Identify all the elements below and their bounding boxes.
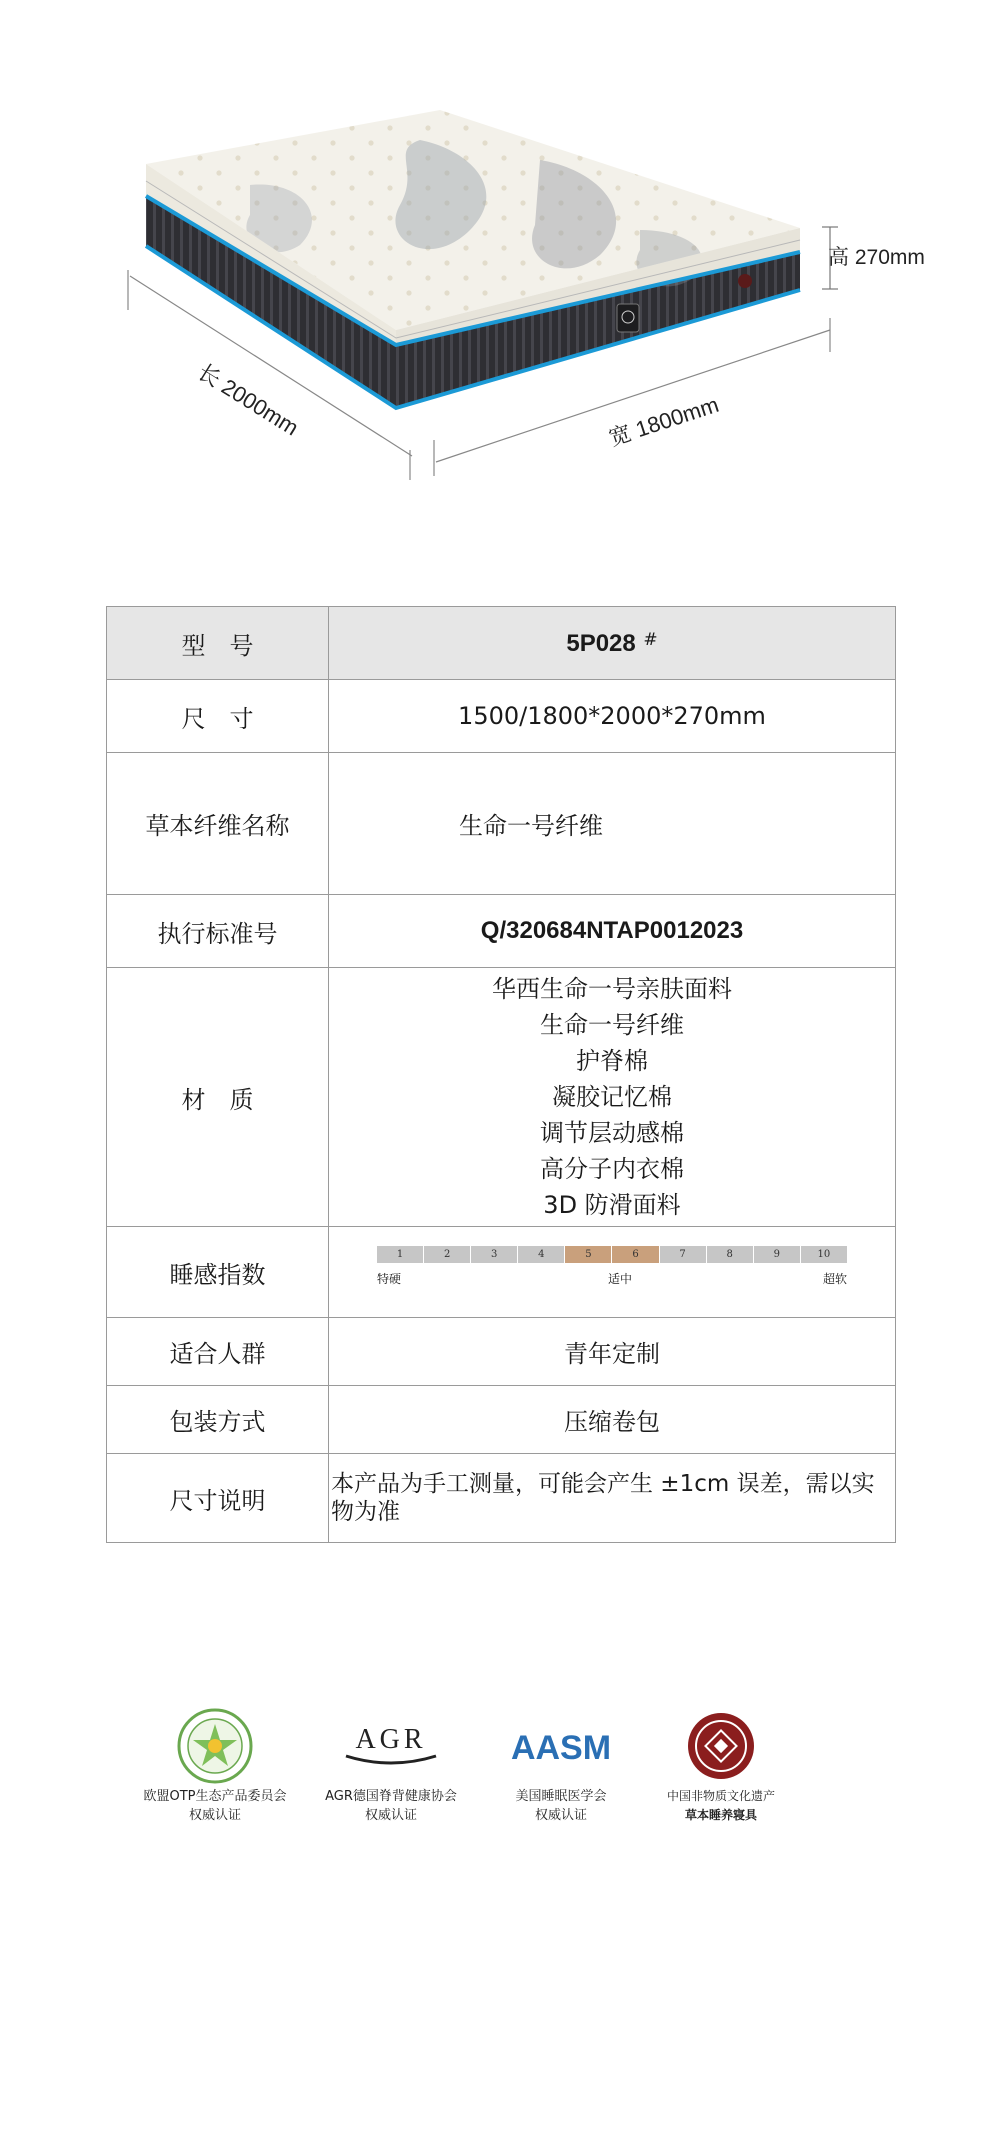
model-value: 5P028: [566, 629, 636, 657]
cert-otp-line2: 权威认证: [188, 1808, 241, 1823]
firmness-cell-2: 2: [424, 1246, 471, 1263]
note-value: 本产品为手工测量，可能会产生 ±1cm 误差，需以实物为准: [329, 1454, 896, 1543]
note-label: 尺寸说明: [107, 1454, 329, 1543]
height-label: 高 270mm: [828, 246, 925, 269]
firmness-cell-10: 10: [801, 1246, 847, 1263]
cert-heritage-line1: 中国非物质文化遗产: [666, 1789, 775, 1803]
material-item: 生命一号纤维: [540, 1011, 684, 1039]
aasm-logo-icon: [506, 1721, 616, 1771]
spec-row-pack: [107, 1386, 896, 1454]
firmness-label: 睡感指数: [107, 1227, 329, 1318]
material-item: 华西生命一号亲肤面料: [492, 975, 732, 1003]
model-suffix: #: [643, 629, 658, 650]
length-label: 长 2000mm: [193, 359, 304, 441]
otp-eco-seal-icon: [177, 1708, 253, 1784]
firmness-cell-7: 7: [660, 1246, 707, 1263]
model-label: 型 号: [107, 607, 329, 680]
pack-value: 压缩卷包: [329, 1386, 896, 1454]
spec-row-crowd: [107, 1318, 896, 1386]
firmness-mid-label: 适中: [608, 1272, 633, 1286]
cert-otp: [130, 1705, 300, 1825]
agr-logo-icon: [336, 1716, 446, 1776]
model-value-cell: [329, 607, 896, 680]
heritage-seal-icon: [686, 1711, 756, 1781]
firmness-cell-4: 4: [518, 1246, 565, 1263]
fiber-value-cell: [329, 753, 896, 895]
pack-label: 包装方式: [107, 1386, 329, 1454]
size-value: 1500/1800*2000*270mm: [329, 680, 896, 753]
fiber-value: 生命一号纤维: [459, 812, 603, 840]
material-item: 护脊棉: [576, 1047, 648, 1075]
material-list: [329, 968, 896, 1227]
firmness-scale: [377, 1246, 847, 1306]
cert-otp-line1: 欧盟OTP生态产品委员会: [143, 1789, 287, 1804]
material-label: 材 质: [107, 968, 329, 1227]
spec-table: [106, 606, 896, 1543]
firmness-soft-label: 超软: [822, 1272, 847, 1286]
standard-value: Q/320684NTAP0012023: [329, 895, 896, 968]
size-label: 尺 寸: [107, 680, 329, 753]
material-item: 调节层动感棉: [540, 1119, 684, 1147]
material-item: 凝胶记忆棉: [552, 1083, 672, 1111]
material-item: 高分子内衣棉: [540, 1155, 684, 1183]
firmness-hard-label: 特硬: [377, 1272, 402, 1286]
cert-aasm-line1: 美国睡眠医学会: [515, 1789, 607, 1804]
cert-heritage-line2: 草本睡养寝具: [684, 1808, 757, 1822]
material-item: 3D 防滑面料: [543, 1191, 681, 1219]
certification-row: [130, 1705, 830, 1835]
crowd-value: 青年定制: [329, 1318, 896, 1386]
spec-row-fiber: [107, 753, 896, 895]
spec-row-standard: [107, 895, 896, 968]
firmness-cell-1: 1: [377, 1246, 424, 1263]
spec-row-note: [107, 1454, 896, 1543]
mattress-illustration: [0, 0, 999, 520]
brand-badge-icon: [617, 304, 639, 332]
spec-row-firmness: [107, 1227, 896, 1318]
firmness-cell-6: 6: [612, 1246, 659, 1263]
label-tag-icon: [738, 274, 752, 288]
cert-agr: [306, 1705, 476, 1825]
cert-aasm-line2: 权威认证: [534, 1808, 587, 1823]
fiber-label: 草本纤维名称: [107, 753, 329, 895]
standard-label: 执行标准号: [107, 895, 329, 968]
firmness-cell: [329, 1227, 896, 1318]
crowd-label: 适合人群: [107, 1318, 329, 1386]
spec-row-size: [107, 680, 896, 753]
cert-heritage: [636, 1705, 806, 1825]
firmness-cell-9: 9: [754, 1246, 801, 1263]
firmness-bar: [377, 1246, 847, 1263]
firmness-cell-8: 8: [707, 1246, 754, 1263]
width-label: 宽 1800mm: [605, 391, 722, 451]
firmness-cell-5: 5: [565, 1246, 612, 1263]
spec-row-material: [107, 968, 896, 1227]
svg-text:AGR: AGR: [355, 1724, 427, 1755]
spec-row-model: [107, 607, 896, 680]
cert-agr-line2: 权威认证: [364, 1808, 417, 1823]
firmness-scale-labels: [377, 1270, 847, 1290]
svg-text:AASM: AASM: [510, 1729, 612, 1767]
cert-aasm: [476, 1705, 646, 1825]
cert-agr-line1: AGR德国脊背健康协会: [325, 1789, 457, 1804]
firmness-cell-3: 3: [471, 1246, 518, 1263]
